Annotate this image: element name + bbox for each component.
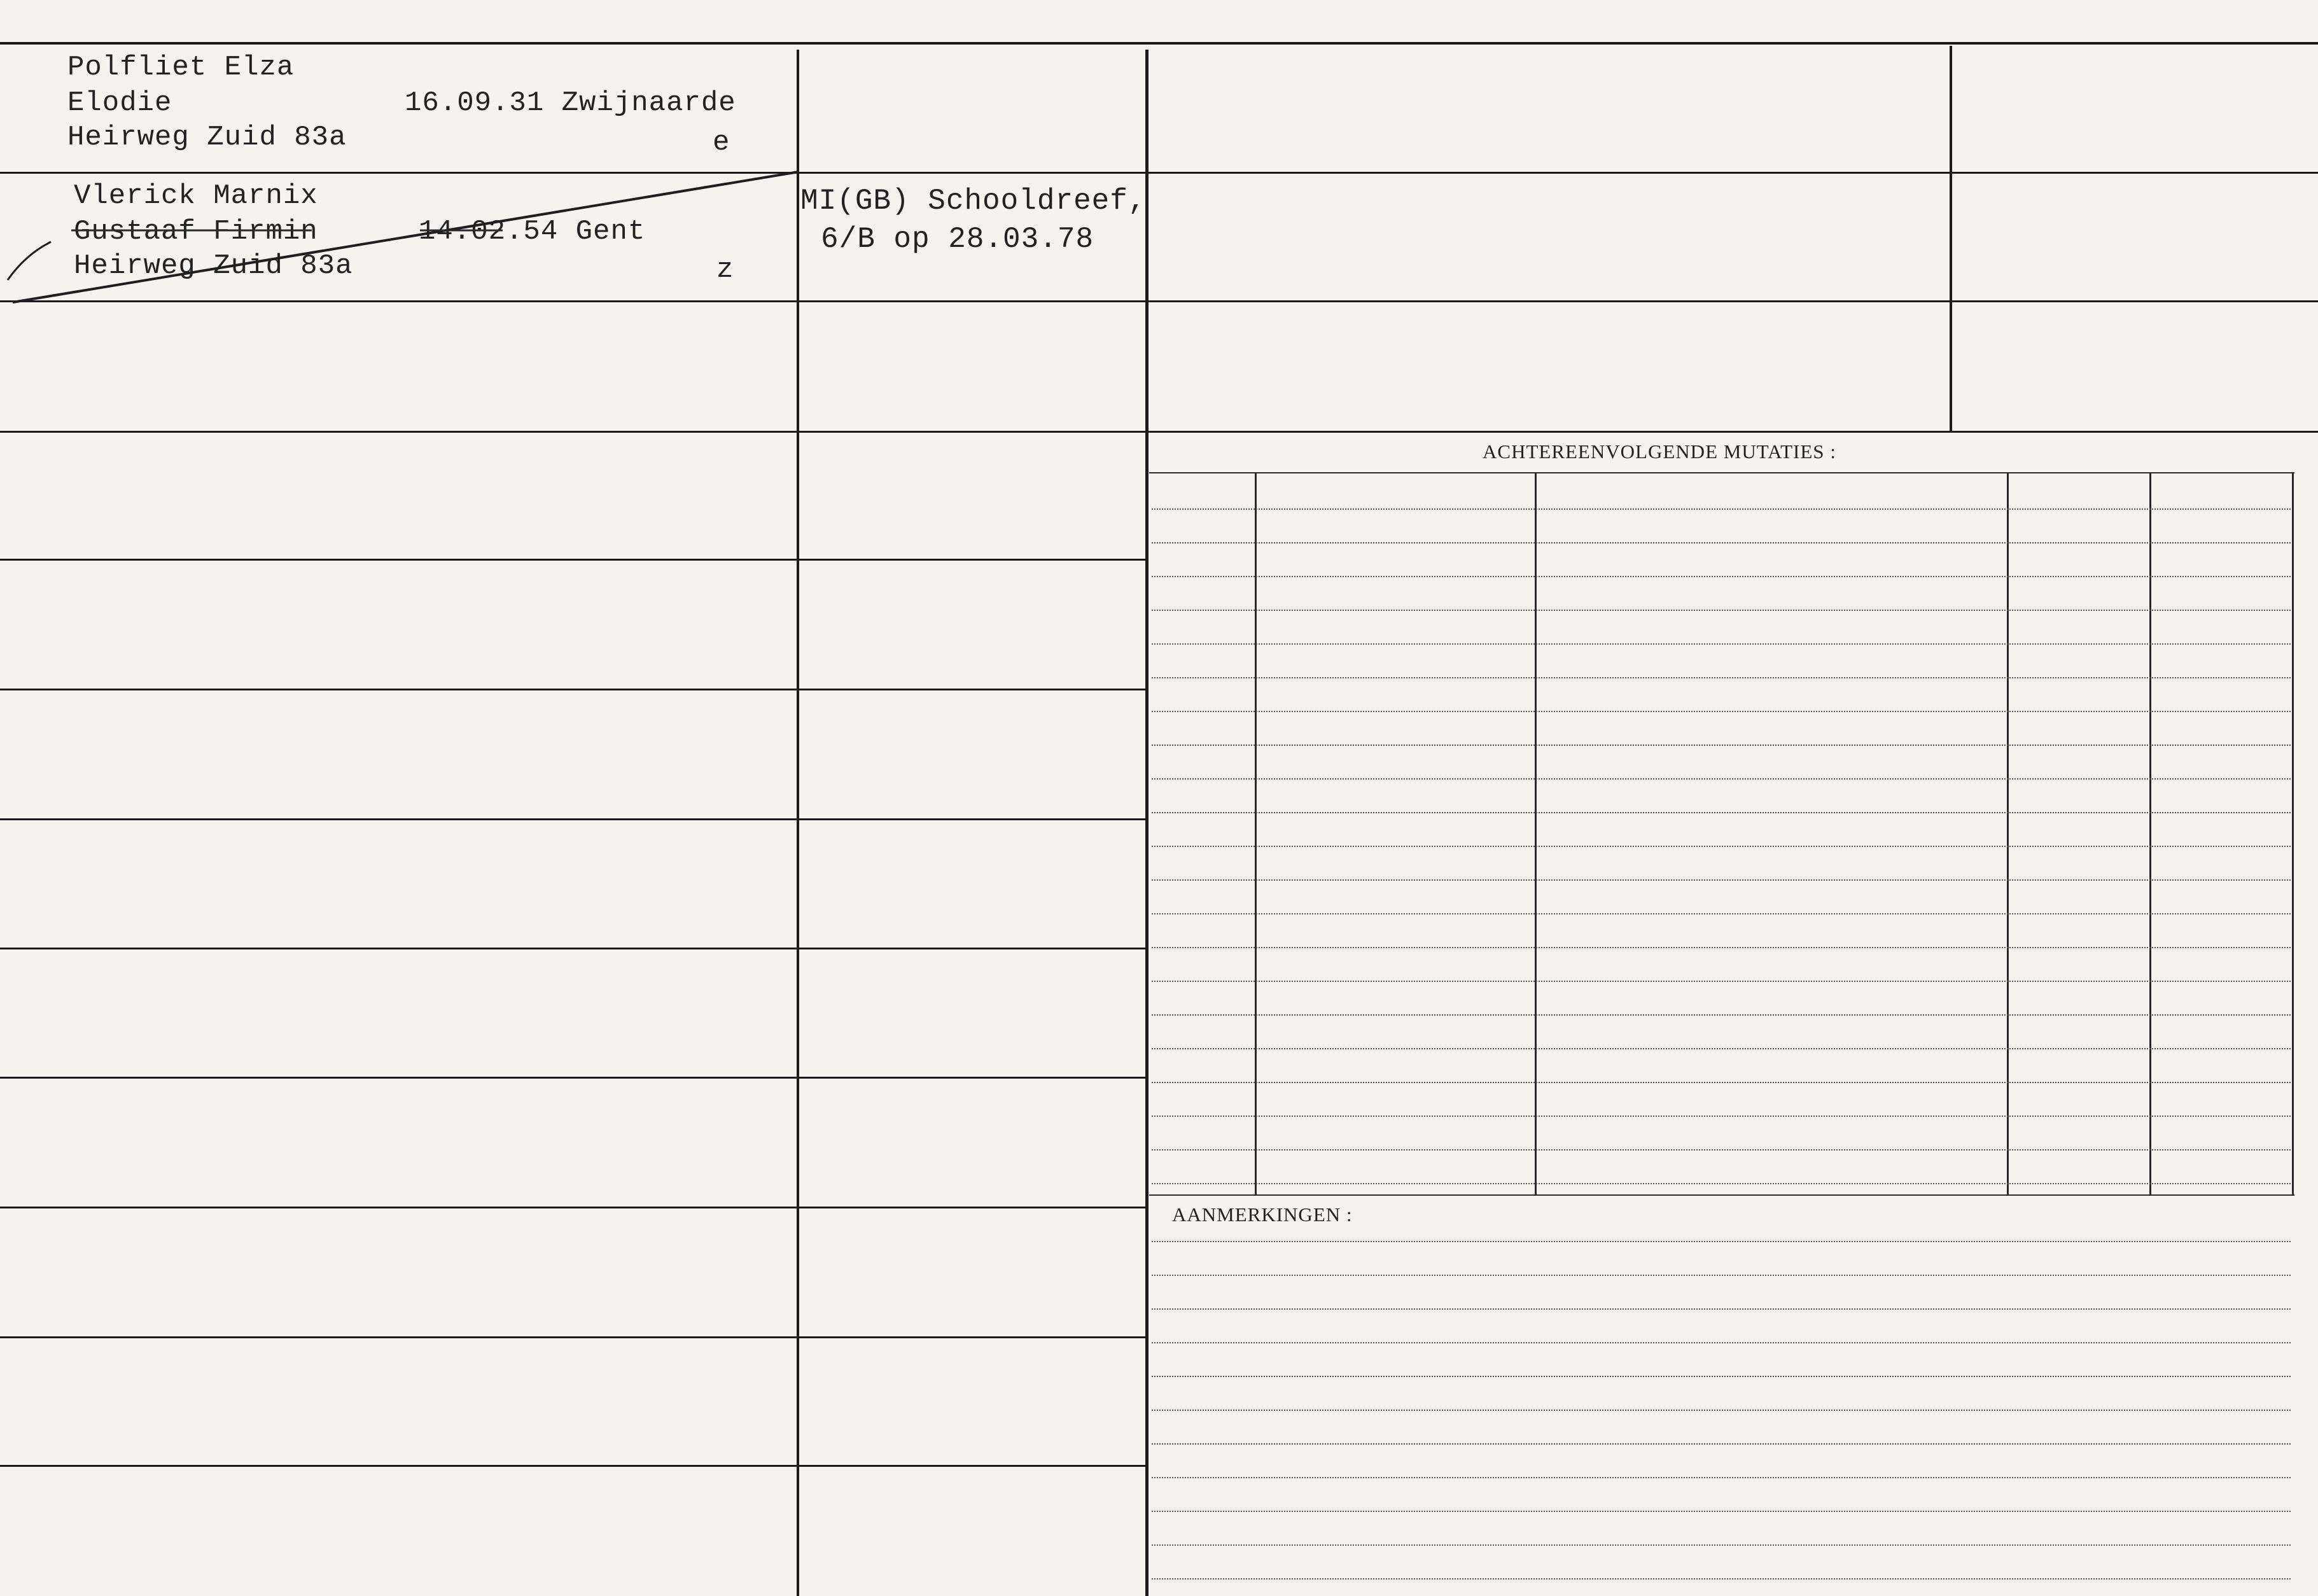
entry-1-code: e <box>713 127 730 158</box>
remarks-heading: AANMERKINGEN : <box>1172 1203 1353 1226</box>
cancel-strike-line <box>13 172 799 302</box>
mutations-heading: ACHTEREENVOLGENDE MUTATIES : <box>1483 440 1836 463</box>
entry-2-address: Heirweg Zuid 83a <box>74 250 353 282</box>
entry-2-name-line1: Vlerick Marnix <box>74 180 318 212</box>
tick-mark <box>8 242 51 280</box>
entry-2-move-line2: 6/B op 28.03.78 <box>821 223 1094 256</box>
entry-1-address: Heirweg Zuid 83a <box>67 122 347 153</box>
entry-1-name-line2: Elodie <box>67 87 172 119</box>
entry-2-birth: 14.02.54 Gent <box>419 216 646 248</box>
entry-1-name-line1: Polfliet Elza <box>67 52 295 83</box>
entry-2-move-line1: MI(GB) Schooldreef, <box>800 185 1147 218</box>
entry-1-birth: 16.09.31 Zwijnaarde <box>405 87 736 119</box>
entry-2-code: z <box>716 254 734 286</box>
entry-2-name-line2: Gustaaf Firmin <box>74 216 318 248</box>
